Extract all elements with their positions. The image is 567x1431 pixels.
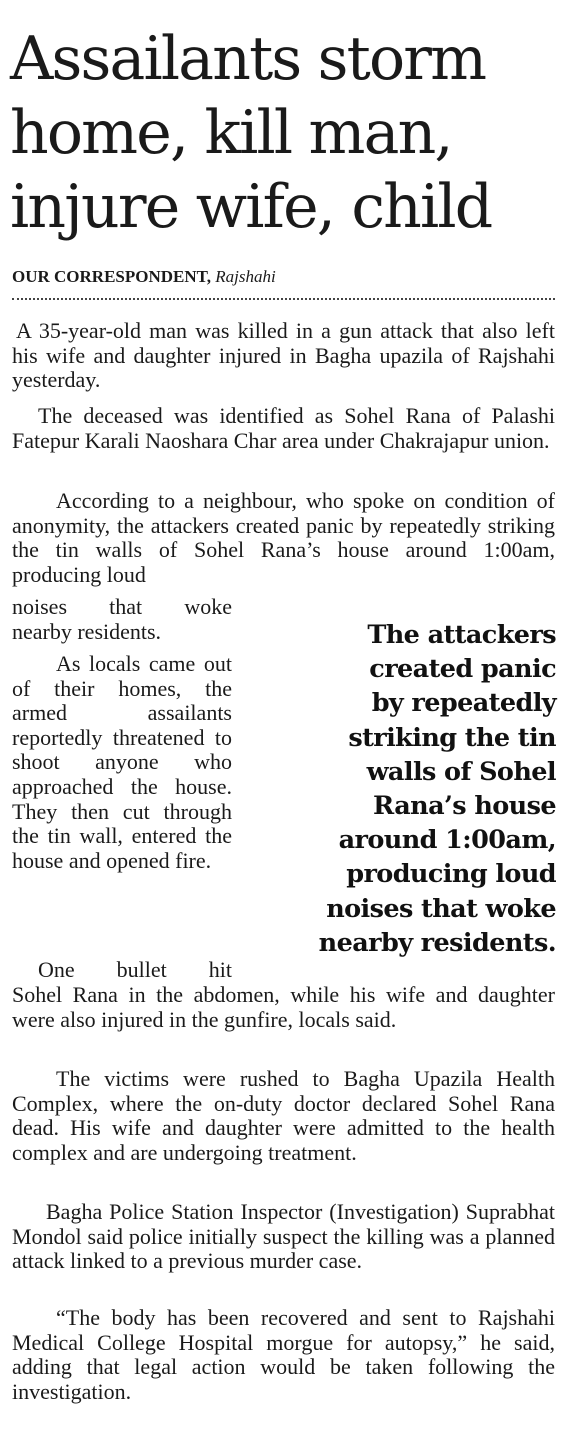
headline-line: home, kill man, bbox=[10, 98, 452, 168]
pull-quote-line: nearby residents. bbox=[318, 927, 556, 958]
body-paragraph-continued: Sohel Rana in the abdomen, while his wife and daughter were also injured in the gunfire, locals said. bbox=[12, 982, 555, 1032]
pull-quote-line: The attackers bbox=[367, 620, 556, 650]
body-paragraph: As locals came out of their homes, the armed assailants reportedly threatened to shoot anyone who approached the house. They then cut through the tin wall, entered the house and opened fire. bbox=[12, 651, 232, 873]
pull-quote-line: walls of Sohel bbox=[366, 756, 556, 787]
body-paragraph: A 35-year-old man was killed in a gun attack that also left his wife and daughter injured in Bagha upazila of Rajshahi yesterday. bbox=[12, 318, 555, 393]
pull-quote-line: created panic bbox=[369, 654, 556, 685]
body-paragraph: “The body has been recovered and sent to Rajshahi Medical College Hospital morgue for autopsy,” he said, adding that legal action would be taken following the investigation. bbox=[12, 1305, 555, 1404]
headline-line: injure wife, child bbox=[10, 172, 492, 242]
pull-quote-line: around 1:00am, bbox=[338, 825, 556, 856]
body-paragraph: The victims were rushed to Bagha Upazila Health Complex, where the on-duty doctor declared Sohel Rana dead. His wife and daughter were admitted to the health complex and are undergoing treatment. bbox=[12, 1066, 555, 1165]
body-paragraph: The deceased was identified as Sohel Rana of Palashi Fatepur Karali Naoshara Char area under Chakrajapur union. bbox=[12, 403, 555, 453]
byline-author: OUR CORRESPONDENT, bbox=[12, 267, 211, 286]
dotted-divider bbox=[12, 298, 555, 300]
pull-quote bbox=[288, 618, 556, 960]
body-paragraph: One bullet hit bbox=[38, 957, 232, 982]
pull-quote-line: producing loud bbox=[346, 859, 556, 890]
pull-quote-line: striking the tin bbox=[348, 722, 556, 753]
pull-quote-line: Rana’s house bbox=[373, 791, 556, 822]
headline bbox=[10, 22, 560, 244]
body-paragraph-continued: noises that woke bbox=[12, 594, 232, 619]
body-paragraph: Bagha Police Station Inspector (Investigation) Suprabhat Mondol said police initially suspect the killing was a planned attack linked to a previous murder case. bbox=[12, 1199, 555, 1274]
pull-quote-line: by repeatedly bbox=[371, 688, 556, 719]
body-paragraph: According to a neighbour, who spoke on condition of anonymity, the attackers created panic by repeatedly striking the tin walls of Sohel Rana’s house around 1:00am, producing loud bbox=[12, 488, 555, 587]
pull-quote-line: noises that woke bbox=[326, 893, 556, 924]
byline-location: Rajshahi bbox=[215, 267, 276, 286]
byline bbox=[12, 266, 276, 288]
body-paragraph-continued: nearby residents. bbox=[12, 619, 162, 644]
headline-line: Assailants storm bbox=[10, 24, 486, 94]
